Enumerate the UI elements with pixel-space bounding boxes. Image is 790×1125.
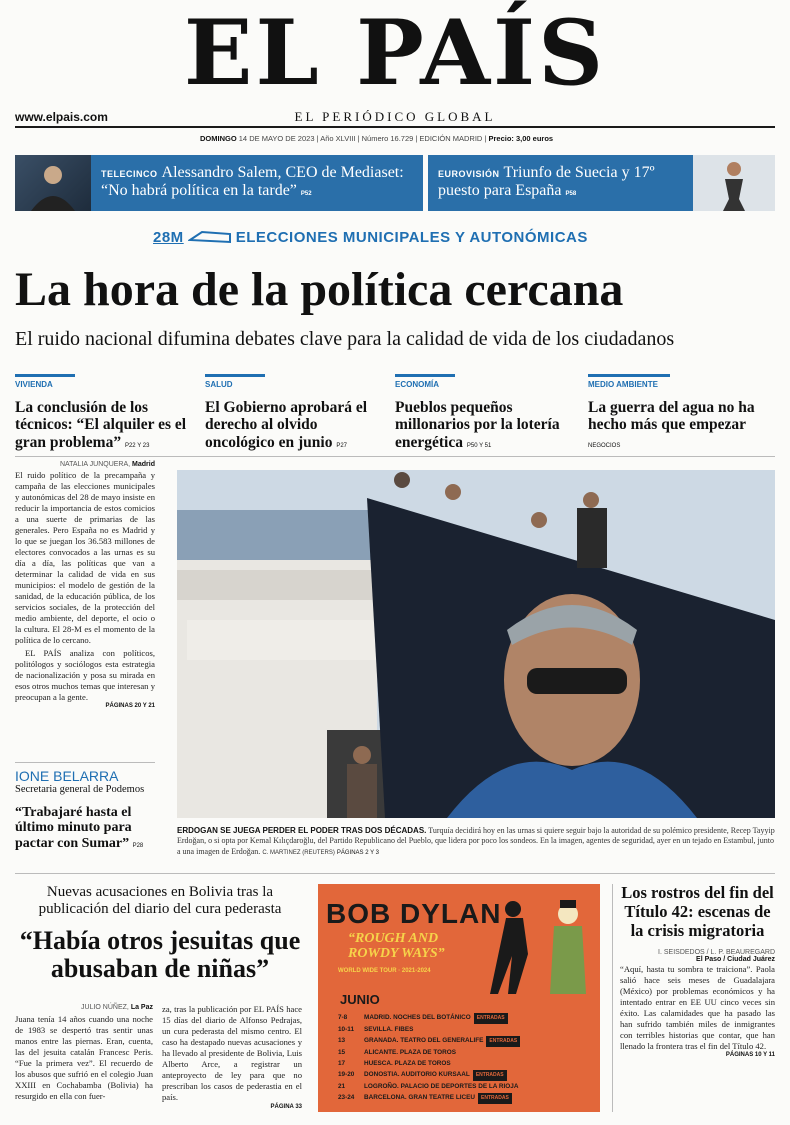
promo-page: P52 [300,191,312,197]
ad-tickets-button[interactable]: ENTRADAS [473,1070,507,1081]
ad-tour: “ROUGH AND ROWDY WAYS” [348,931,445,961]
ad-tickets-button[interactable]: ENTRADAS [474,1013,508,1024]
masthead-rule [15,126,775,128]
bolivia-headline: “Había otros jesuitas que abusaban de niñas” [19,925,301,984]
main-photo[interactable] [177,470,775,818]
ad-date-venue: DONOSTIA. AUDITORIO KURSAAL [364,1071,470,1078]
bolivia-pages: PÁGINA 33 [270,1104,302,1110]
migration-author: I. SEISDEDOS / L. P. BEAUREGARD [658,948,775,956]
ad-date-day: 23-24 [338,1094,355,1101]
story-body-2: EL PAÍS analiza con políticos, politólogos y sociólogos esta estrategia de nacionalización y posa su mirada en esos otros muchos temas que interesan y preocupan a la gente. [15,648,155,702]
ad-date-venue: ALICANTE. PLAZA DE TOROS [364,1049,456,1056]
column-page: P27 [336,442,348,449]
interview[interactable] [15,768,155,852]
promo-telecinco[interactable] [15,155,423,211]
ad-subtitle: WORLD WIDE TOUR · 2021-2024 [338,968,431,974]
column-vivienda[interactable] [15,374,193,451]
ad-tickets-button[interactable]: ENTRADAS [478,1093,512,1104]
left-story[interactable] [15,461,155,709]
column-label: VIVIENDA [15,374,75,389]
ad-date-day: 17 [338,1060,346,1067]
column-economia[interactable] [395,374,573,451]
promo-photo [693,155,775,211]
promo-text: Alessandro Salem, CEO de Mediaset: “No habrá política en la tarde” [101,164,404,199]
caption-pages: PÁGINAS 2 Y 3 [336,849,380,856]
bob-dylan-ad[interactable] [318,884,600,1112]
migration-city: El Paso / Ciudad Juárez [696,955,775,963]
interview-page: P28 [132,842,144,849]
interview-quote: “Trabajaré hasta el último minuto para pactar con Sumar” [15,804,132,851]
promo-text: Triunfo de Suecia y 17º puesto para España [438,164,655,199]
promo-tag: TELECINCO [101,169,158,179]
caption-credit: C. MARTINEZ (REUTERS) [262,849,335,856]
bolivia-col1: Juana tenía 14 años cuando una noche de 1983 se despertó tras sentir unas manos entre las piernas. Eran, cuenta, las del jesuita catalán Francesc Peris. “Fue la primera vez”. El recuerdo de los abusos que sufrió en el colegio Juan XXIII en Cochabamba (Bolivia) ha resurgido en ella con fuer- [15,1014,153,1101]
lead-headline[interactable]: La hora de la política cercana [15,263,624,316]
promo-photo [15,155,91,211]
author: NATALIA JUNQUERA, [59,461,131,468]
column-label: MEDIO AMBIENTE [588,374,670,389]
dancers-illustration-icon [468,894,598,1004]
website-link[interactable]: www.elpais.com [15,110,108,124]
masthead-tagline: EL PERIÓDICO GLOBAL [294,109,496,124]
ad-date-venue: BARCELONA. GRAN TEATRE LICEU [364,1094,476,1101]
column-page: P22 Y 23 [124,442,150,449]
column-page: NEGOCIOS [588,442,621,449]
ad-date-day: 19-20 [338,1071,355,1078]
city: Madrid [132,461,155,468]
divider [15,456,775,457]
ad-date-venue: SEVILLA. FIBES [364,1026,414,1033]
column-headline: Pueblos pequeños millonarios por la lotería energética [395,399,560,451]
column-label: ECONOMÍA [395,374,455,389]
story-pages: PÁGINAS 20 Y 21 [105,703,155,709]
divider [612,884,613,1112]
ad-tickets-button[interactable]: ENTRADAS [486,1036,520,1047]
migration-body: “Aquí, hasta tu sombra te traiciona”. Paola salió hace seis meses de Guadalajara (México) por problemas económicos y ha intentado entrar en EE UU cinco veces sin éxito. Las calamidades que ha pasado las han sufrido también miles de inmigrantes con terribles historias que contar, que han llenado la frontera tras el fin del Título 42. [620,963,775,1051]
column-medio-ambiente[interactable] [588,374,766,451]
migration-story[interactable] [620,884,775,1058]
section-badge: 28M [153,229,184,246]
story-body: El ruido político de la precampaña y campaña de las elecciones municipales y autonómicas del 28 de mayo insiste en reducir la importancia de estos comicios a una suerte de primarias de las generales. Pero España no es Madrid y lo que se juegan los 36.583 millones de electores convocados a las urnas es su día a día, las políticas que van a determinar la calidad de vida en sus municipios: el modelo de gestión de la sanidad, de la educación pública, de los servicios sociales, de la protección del medio ambiente, del deporte, el ocio o la cultura. El 28-M es el momento de la política de lo cercano. [15,470,155,645]
dateline [200,134,553,143]
dateline-day: DOMINGO [200,134,237,143]
bolivia-kicker: Nuevas acusaciones en Bolivia tras la publicación del diario del cura pederasta [38,884,282,918]
ad-date-venue: MADRID. NOCHES DEL BOTÁNICO [364,1014,471,1021]
bolivia-byline [15,1004,153,1011]
ad-date-day: 10-11 [338,1026,354,1033]
ad-date-day: 7-8 [338,1014,348,1021]
ad-date-day: 15 [338,1049,346,1056]
column-headline: La conclusión de los técnicos: “El alquiler es el gran problema” [15,399,187,451]
caption-lead: ERDOGAN SE JUEGA PERDER EL PODER TRAS DOS DÉCADAS. [177,826,427,835]
ad-date-venue: LOGROÑO. PALACIO DE DEPORTES DE LA RIOJA [364,1083,519,1090]
singer-icon [693,155,775,211]
photo-caption [177,826,775,858]
column-label: SALUD [205,374,265,389]
ballot-box-icon [188,228,232,244]
person-icon [15,155,91,211]
ad-date-day: 21 [338,1083,346,1090]
promo-eurovision[interactable] [428,155,775,211]
ad-date-venue: HUESCA. PLAZA DE TOROS [364,1060,451,1067]
dateline-info: 14 DE MAYO DE 2023 | Año XLVIII | Número 16.729 | EDICIÓN MADRID | [238,134,487,143]
column-headline: La guerra del agua no ha hecho más que empezar [588,399,755,434]
erdogan-banner-photo [177,470,775,818]
price: Precio: 3,00 euros [488,134,554,143]
city: La Paz [130,1004,153,1011]
ad-artist: BOB DYLAN [326,898,502,929]
section-title: ELECCIONES MUNICIPALES Y AUTONÓMICAS [235,229,588,246]
promo-page: P58 [565,191,577,197]
divider [15,762,155,763]
divider [15,873,775,874]
section-header [153,228,588,250]
ad-date-venue: GRANADA. TEATRO DEL GENERALIFE [364,1037,484,1044]
bolivia-col2: za, tras la publicación por EL PAÍS hace 15 días del diario de Alfonso Pedrajas, un cura pederasta del mismo centro. El caso ha destapado nuevas acusaciones y ha llevado al presidente de Bolivia, Luis Alberto Arce, a registrar un anteproyecto de ley para que no prescriban los casos de pederastia en el país. [162,1004,302,1102]
column-headline: El Gobierno aprobará el derecho al olvido oncológico en junio [205,399,368,451]
ad-dates [338,1012,598,1104]
ad-month: JUNIO [340,992,380,1007]
column-page: P50 Y 51 [466,442,492,449]
migration-pages: PÁGINAS 10 Y 11 [725,1051,775,1058]
migration-headline: Los rostros del fin del Título 42: escenas de la crisis migratoria [621,883,774,940]
interview-role: Secretaria general de Podemos [15,784,145,795]
bolivia-story[interactable] [15,884,305,984]
author: JULIO NÚÑEZ, [81,1004,129,1011]
masthead-logo[interactable]: EL PAÍS [183,0,607,106]
column-salud[interactable] [205,374,383,451]
caption-text: Turquía decidirá hoy en las urnas si quiere seguir bajo la autoridad de su polémico presidente, Recep Tayyip Erdoğan, o si opta por Kemal Kılıçdaroğlu, del Partido Republicano del Pueblo, que lidera por poco los sondeos. En la imagen, agentes de seguridad, ayer en un tejado en Estambul, junto a una imagen de Erdoğan. [177,826,775,856]
lead-subhead: El ruido nacional difumina debates clave para la calidad de vida de los ciudadanos [15,328,675,350]
ad-date-day: 13 [338,1037,346,1044]
promo-tag: EUROVISIÓN [438,169,500,179]
interview-name: IONE BELARRA [15,768,119,784]
